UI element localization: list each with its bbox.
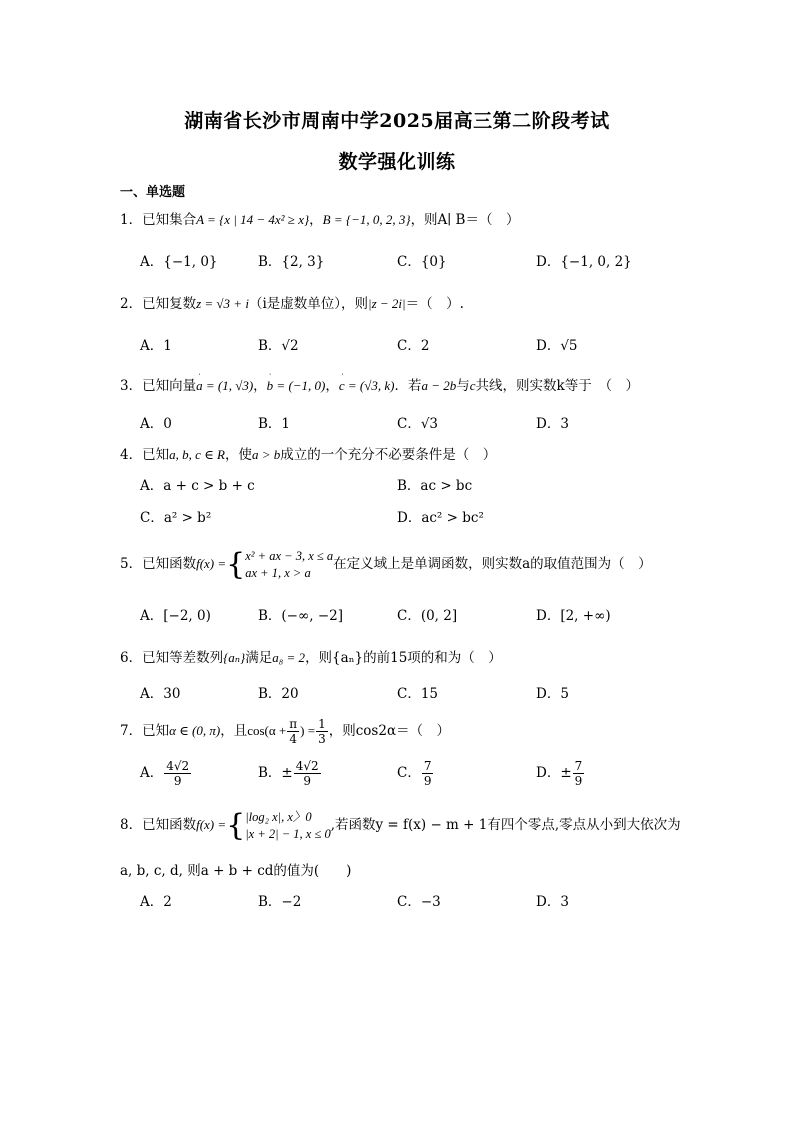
exam-title: 湖南省长沙市周南中学2025届高三第二阶段考试 bbox=[184, 110, 610, 132]
set-b: B = {−1, 0, 2, 3} bbox=[322, 212, 411, 227]
q4-option-b: B．ac > bc bbox=[397, 478, 473, 494]
q3-option-a: A．0 bbox=[140, 416, 172, 432]
question-2: 2．已知复数z = √3 + i（i是虚数单位），则|z − 2i|＝（ ）. bbox=[120, 296, 464, 312]
q4-option-d: D．ac² > bc² bbox=[397, 510, 484, 526]
piecewise-brace: { bbox=[226, 546, 246, 582]
question-3: 3．已知向量ˈ a = (1, √3)，ˈ b = (−1, 0)，ˈ c = (√3, k)．若a − 2b与c共线，则实数k等于 （ ） bbox=[120, 376, 639, 396]
q6-option-a: A．30 bbox=[140, 686, 181, 702]
pi-over-4: $\frac{\pi}{4}$ bbox=[289, 717, 298, 746]
question-7: 7．已知α ∈ (0, π)，且cos(α + $\frac{\pi}{4}$ ) = $\frac{1}{3}$ ，则cos2α＝（ ） bbox=[120, 717, 451, 746]
q6-option-c: C．15 bbox=[397, 686, 439, 702]
q3-option-b: B．1 bbox=[258, 416, 291, 432]
q7-option-b: B．± $\frac{4√2}{9}$ bbox=[258, 759, 319, 788]
q4-option-c: C．a² > b² bbox=[140, 510, 212, 526]
q5-option-b: B．(−∞, −2] bbox=[258, 608, 343, 624]
question-1: 1．已知集合A = {x | 14 − 4x² ≥ x}，B = {−1, 0, 2, 3}，则A∣ B＝（ ） bbox=[120, 212, 520, 228]
q1-option-a: A．{−1, 0} bbox=[140, 254, 218, 270]
exam-subtitle: 数学强化训练 bbox=[338, 151, 456, 173]
q3-option-c: C．√3 bbox=[397, 416, 439, 432]
q2-option-a: A．1 bbox=[140, 338, 172, 354]
q8-option-c: C．−3 bbox=[397, 894, 441, 910]
q6-option-d: D．5 bbox=[536, 686, 569, 702]
question-5: 5．已知函数f(x) ={ x² + ax − 3, x ≤ a ax + 1, x > a 在定义域上是单调函数，则实数a的取值范围为（ ） bbox=[120, 546, 652, 582]
q7-option-c: C． $\frac{7}{9}$ bbox=[397, 759, 432, 788]
question-8: 8．已知函数f(x) ={ |log₂ x|, x〉0 |x + 2| − 1, x ≤ 0 ,若函数y = f(x) − m + 1有四个零点,零点从小到大依次为 bbox=[120, 807, 681, 843]
q5-option-d: D．[2, +∞) bbox=[536, 608, 611, 624]
q2-option-c: C．2 bbox=[397, 338, 430, 354]
q6-option-b: B．20 bbox=[258, 686, 299, 702]
question-4: 4．已知a, b, c ∈ R，使a > b成立的一个充分不必要条件是（ ） bbox=[120, 447, 497, 463]
section-heading: 一、单选题 bbox=[120, 185, 186, 200]
q5-option-c: C．(0, 2] bbox=[397, 608, 458, 624]
piecewise-cases: |log₂ x|, x〉0 |x + 2| − 1, x ≤ 0 bbox=[245, 809, 331, 841]
q7-option-d: D．± $\frac{7}{9}$ bbox=[536, 759, 583, 788]
q4-option-a: A．a + c > b + c bbox=[140, 478, 255, 494]
question-8-continued: a, b, c, d, 则a + b + cd的值为( ) bbox=[120, 863, 352, 879]
set-a: A = {x | 14 − 4x² ≥ x} bbox=[196, 212, 310, 227]
q1-option-d: D．{−1, 0, 2} bbox=[536, 254, 632, 270]
q3-option-d: D．3 bbox=[536, 416, 569, 432]
question-6: 6．已知等差数列{aₙ}满足a₈ = 2，则{aₙ}的前15项的和为（ ） bbox=[120, 650, 502, 666]
q2-option-b: B．√2 bbox=[258, 338, 299, 354]
q8-option-d: D．3 bbox=[536, 894, 569, 910]
one-third: $\frac{1}{3}$ bbox=[318, 717, 326, 746]
q8-option-a: A．2 bbox=[140, 894, 172, 910]
q1-option-b: B．{2, 3} bbox=[258, 254, 325, 270]
q5-option-a: A．[−2, 0) bbox=[140, 608, 211, 624]
q8-option-b: B．−2 bbox=[258, 894, 302, 910]
piecewise-brace: { bbox=[226, 807, 246, 843]
q7-option-a: A． $\frac{4√2}{9}$ bbox=[140, 759, 190, 788]
q2-option-d: D．√5 bbox=[536, 338, 578, 354]
q1-option-c: C．{0} bbox=[397, 254, 447, 270]
piecewise-cases: x² + ax − 3, x ≤ a ax + 1, x > a bbox=[245, 548, 334, 580]
